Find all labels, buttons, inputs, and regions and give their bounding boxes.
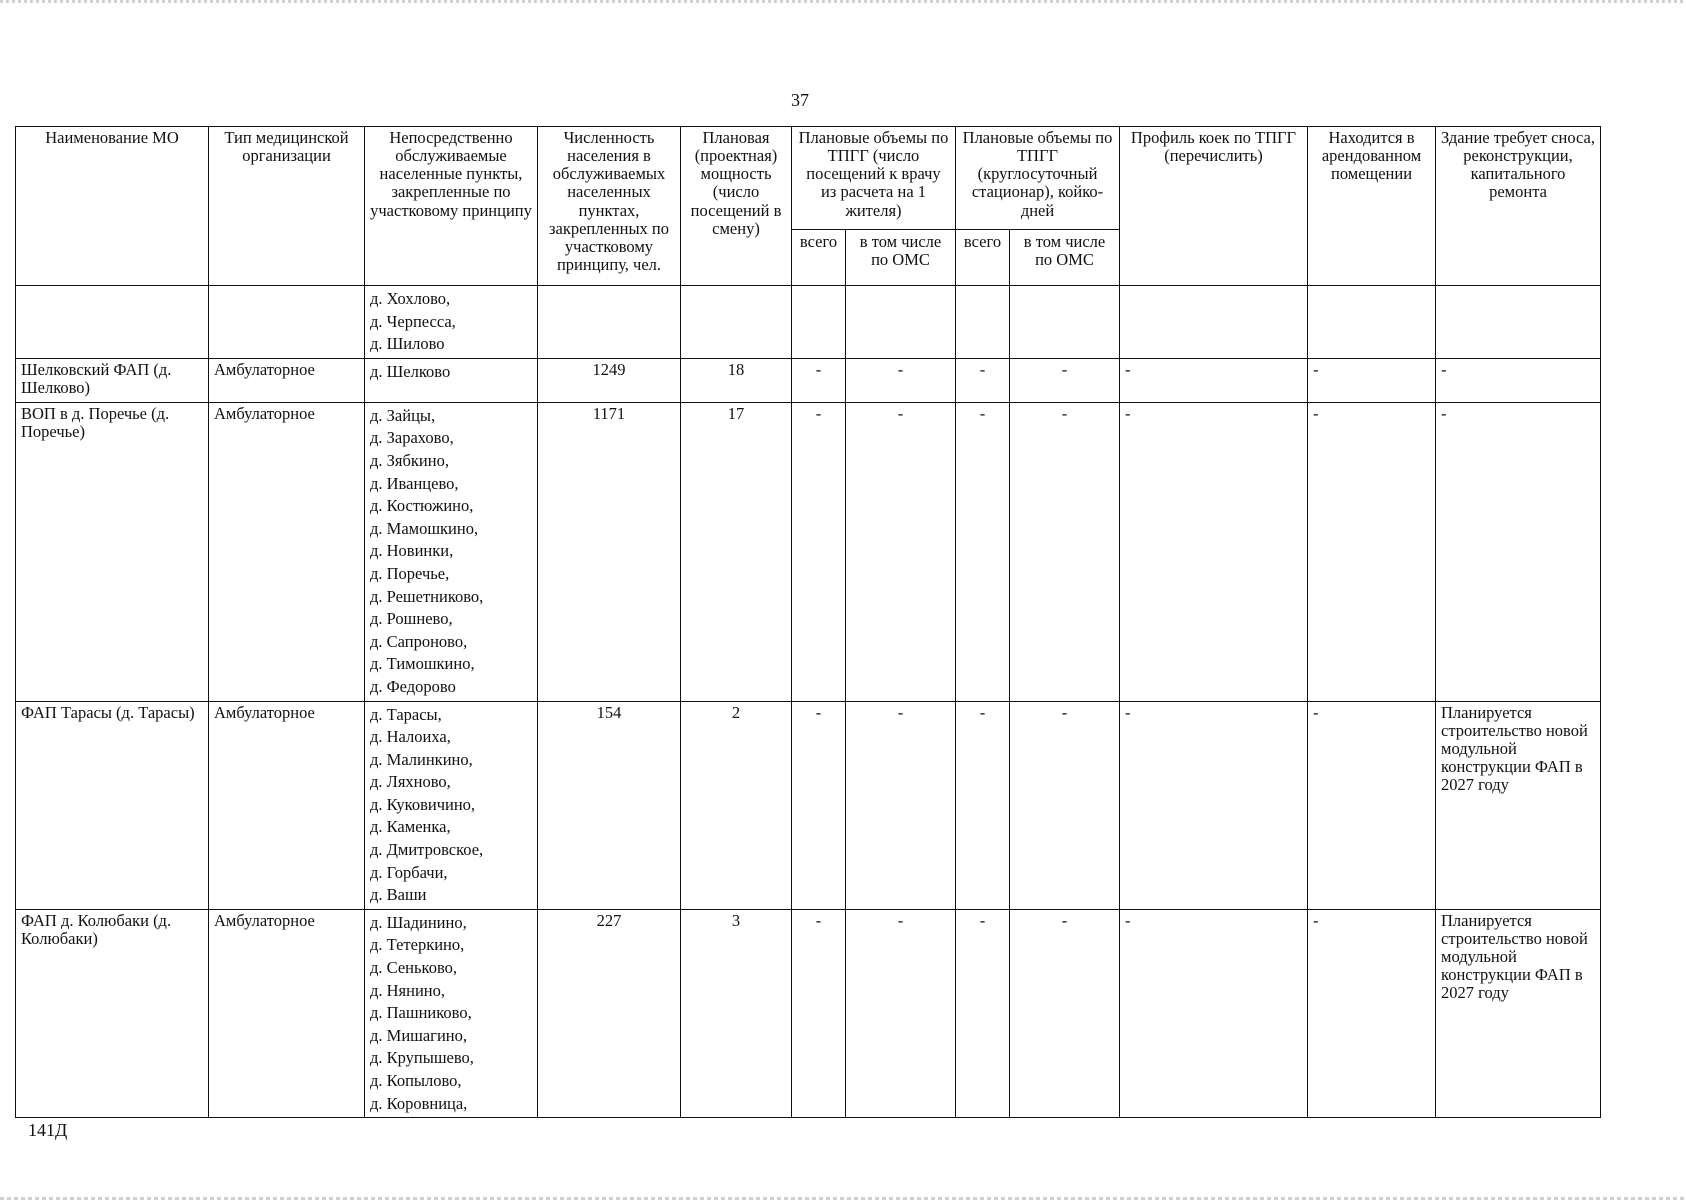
header-visits-oms: в том числе по ОМС [846,230,956,286]
settlement-item: д. Пашниково, [370,1003,472,1023]
cell-population: 1249 [538,358,681,402]
header-name: Наименование МО [16,127,209,286]
cell-rented [1308,286,1436,359]
cell-visits-total: - [792,701,846,909]
cell-bed-profile: - [1120,909,1308,1117]
cell-hospital-total [956,286,1010,359]
table-row [16,701,1601,909]
table-row [16,402,1601,701]
cell-building: - [1436,402,1601,701]
cell-name [16,286,209,359]
header-type: Тип медицинской организации [209,127,365,286]
table-row [16,286,1601,359]
cell-building [1436,286,1601,359]
cell-type: Амбулаторное [209,358,365,402]
cell-visits-total: - [792,909,846,1117]
scan-edge-top [0,0,1686,3]
table-row [16,358,1601,402]
header-hospital-group: Плановые объемы по ТПГГ (круглосуточный стационар), койко-дней [956,127,1120,230]
settlement-item: д. Федорово [370,676,456,696]
settlement-item: д. Зарахово, [370,428,454,448]
cell-capacity [681,286,792,359]
settlement-item: д. Куковичино, [370,794,476,814]
settlement-item: д. Крупышево, [370,1048,474,1068]
settlement-item: д. Решетниково, [370,586,484,606]
cell-rented: - [1308,701,1436,909]
cell-settlements [365,402,538,701]
cell-hospital-total: - [956,701,1010,909]
header-visits-total: всего [792,230,846,286]
settlement-item: д. Дмитровское, [370,840,484,860]
header-visits-group: Плановые объемы по ТПГГ (число посещений к врачу из расчета на 1 жителя) [792,127,956,230]
cell-capacity: 2 [681,701,792,909]
header-bed-profile: Профиль коек по ТПГГ (перечислить) [1120,127,1308,286]
header-hospital-total: всего [956,230,1010,286]
settlement-item: д. Коровница, [370,1093,468,1113]
settlement-item: д. Шилово [370,334,445,354]
cell-name: ФАП Тарасы (д. Тарасы) [16,701,209,909]
cell-type: Амбулаторное [209,701,365,909]
header-settlements: Непосредственно обслуживаемые населенные пункты, закрепленные по участковому принципу [365,127,538,286]
cell-visits-total: - [792,402,846,701]
cell-type: Амбулаторное [209,909,365,1117]
table-row [16,909,1601,1117]
cell-bed-profile: - [1120,701,1308,909]
cell-capacity: 17 [681,402,792,701]
cell-hospital-oms: - [1010,909,1120,1117]
cell-hospital-total: - [956,358,1010,402]
settlement-item: д. Горбачи, [370,862,448,882]
cell-visits-oms [846,286,956,359]
settlement-item: д. Поречье, [370,563,450,583]
cell-bed-profile [1120,286,1308,359]
page-number: 37 [791,90,809,110]
settlement-item: д. Ваши [370,885,427,905]
settlement-item: д. Копылово, [370,1071,462,1090]
settlement-item: д. Костюжино, [370,496,474,516]
header-capacity: Плановая (проектная) мощность (число посещений в смену) [681,127,792,286]
table-body [16,286,1601,1118]
cell-rented: - [1308,358,1436,402]
settlement-item: д. Ляхново, [370,772,451,792]
header-population: Численность населения в обслуживаемых населенных пунктах, закрепленных по участковому принципу, чел. [538,127,681,286]
settlement-item: д. Каменка, [370,817,451,837]
cell-visits-total: - [792,358,846,402]
header-hospital-oms: в том числе по ОМС [1010,230,1120,286]
settlement-item: д. Сеньково, [370,958,458,978]
settlement-item: д. Зябкино, [370,450,449,470]
settlement-item: д. Тимошкино, [370,654,475,674]
document-code: 141Д [28,1120,68,1140]
settlement-item: д. Шадинино, [370,912,467,932]
settlement-item: д. Зайцы, [370,405,436,425]
cell-name: ВОП в д. Поречье (д. Поречье) [16,402,209,701]
cell-population: 154 [538,701,681,909]
cell-rented: - [1308,909,1436,1117]
settlement-item: д. Шелково [370,361,451,381]
cell-capacity: 18 [681,358,792,402]
cell-settlements [365,286,538,359]
settlement-item: д. Тетеркино, [370,935,465,955]
cell-bed-profile: - [1120,358,1308,402]
cell-hospital-oms: - [1010,701,1120,909]
cell-type [209,286,365,359]
settlement-item: д. Тарасы, [370,704,442,724]
cell-visits-oms: - [846,701,956,909]
settlement-item: д. Налоиха, [370,727,451,747]
table-header [16,127,1601,286]
cell-population: 1171 [538,402,681,701]
cell-hospital-total: - [956,402,1010,701]
cell-capacity: 3 [681,909,792,1117]
settlement-item: д. Мамошкино, [370,518,479,538]
cell-building: Планируется строительство новой модульной конструкции ФАП в 2027 году [1436,909,1601,1117]
header-building: Здание требует сноса, реконструкции, капитального ремонта [1436,127,1601,286]
settlement-item: д. Малинкино, [370,749,473,769]
cell-hospital-total: - [956,909,1010,1117]
header-rented: Находится в арендованном помещении [1308,127,1436,286]
cell-building: - [1436,358,1601,402]
settlement-item: д. Хохлово, [370,289,451,308]
cell-hospital-oms: - [1010,358,1120,402]
settlement-item: д. Нянино, [370,980,446,1000]
cell-population: 227 [538,909,681,1117]
settlement-item: д. Рошнево, [370,609,453,629]
cell-name: ФАП д. Колюбаки (д. Колюбаки) [16,909,209,1117]
settlement-item: д. Мишагино, [370,1025,467,1045]
cell-visits-oms: - [846,402,956,701]
settlement-item: д. Иванцево, [370,473,459,493]
cell-type: Амбулаторное [209,402,365,701]
cell-settlements [365,909,538,1117]
settlement-item: д. Черпесса, [370,311,456,331]
cell-hospital-oms [1010,286,1120,359]
settlement-item: д. Сапроново, [370,631,468,651]
cell-visits-oms: - [846,909,956,1117]
cell-population [538,286,681,359]
cell-bed-profile: - [1120,402,1308,701]
cell-hospital-oms: - [1010,402,1120,701]
cell-settlements [365,358,538,402]
cell-name: Шелковский ФАП (д. Шелково) [16,358,209,402]
facilities-table [15,126,1601,1118]
cell-settlements [365,701,538,909]
cell-building: Планируется строительство новой модульной конструкции ФАП в 2027 году [1436,701,1601,909]
settlement-item: д. Новинки, [370,541,454,561]
cell-visits-oms: - [846,358,956,402]
cell-rented: - [1308,402,1436,701]
cell-visits-total [792,286,846,359]
